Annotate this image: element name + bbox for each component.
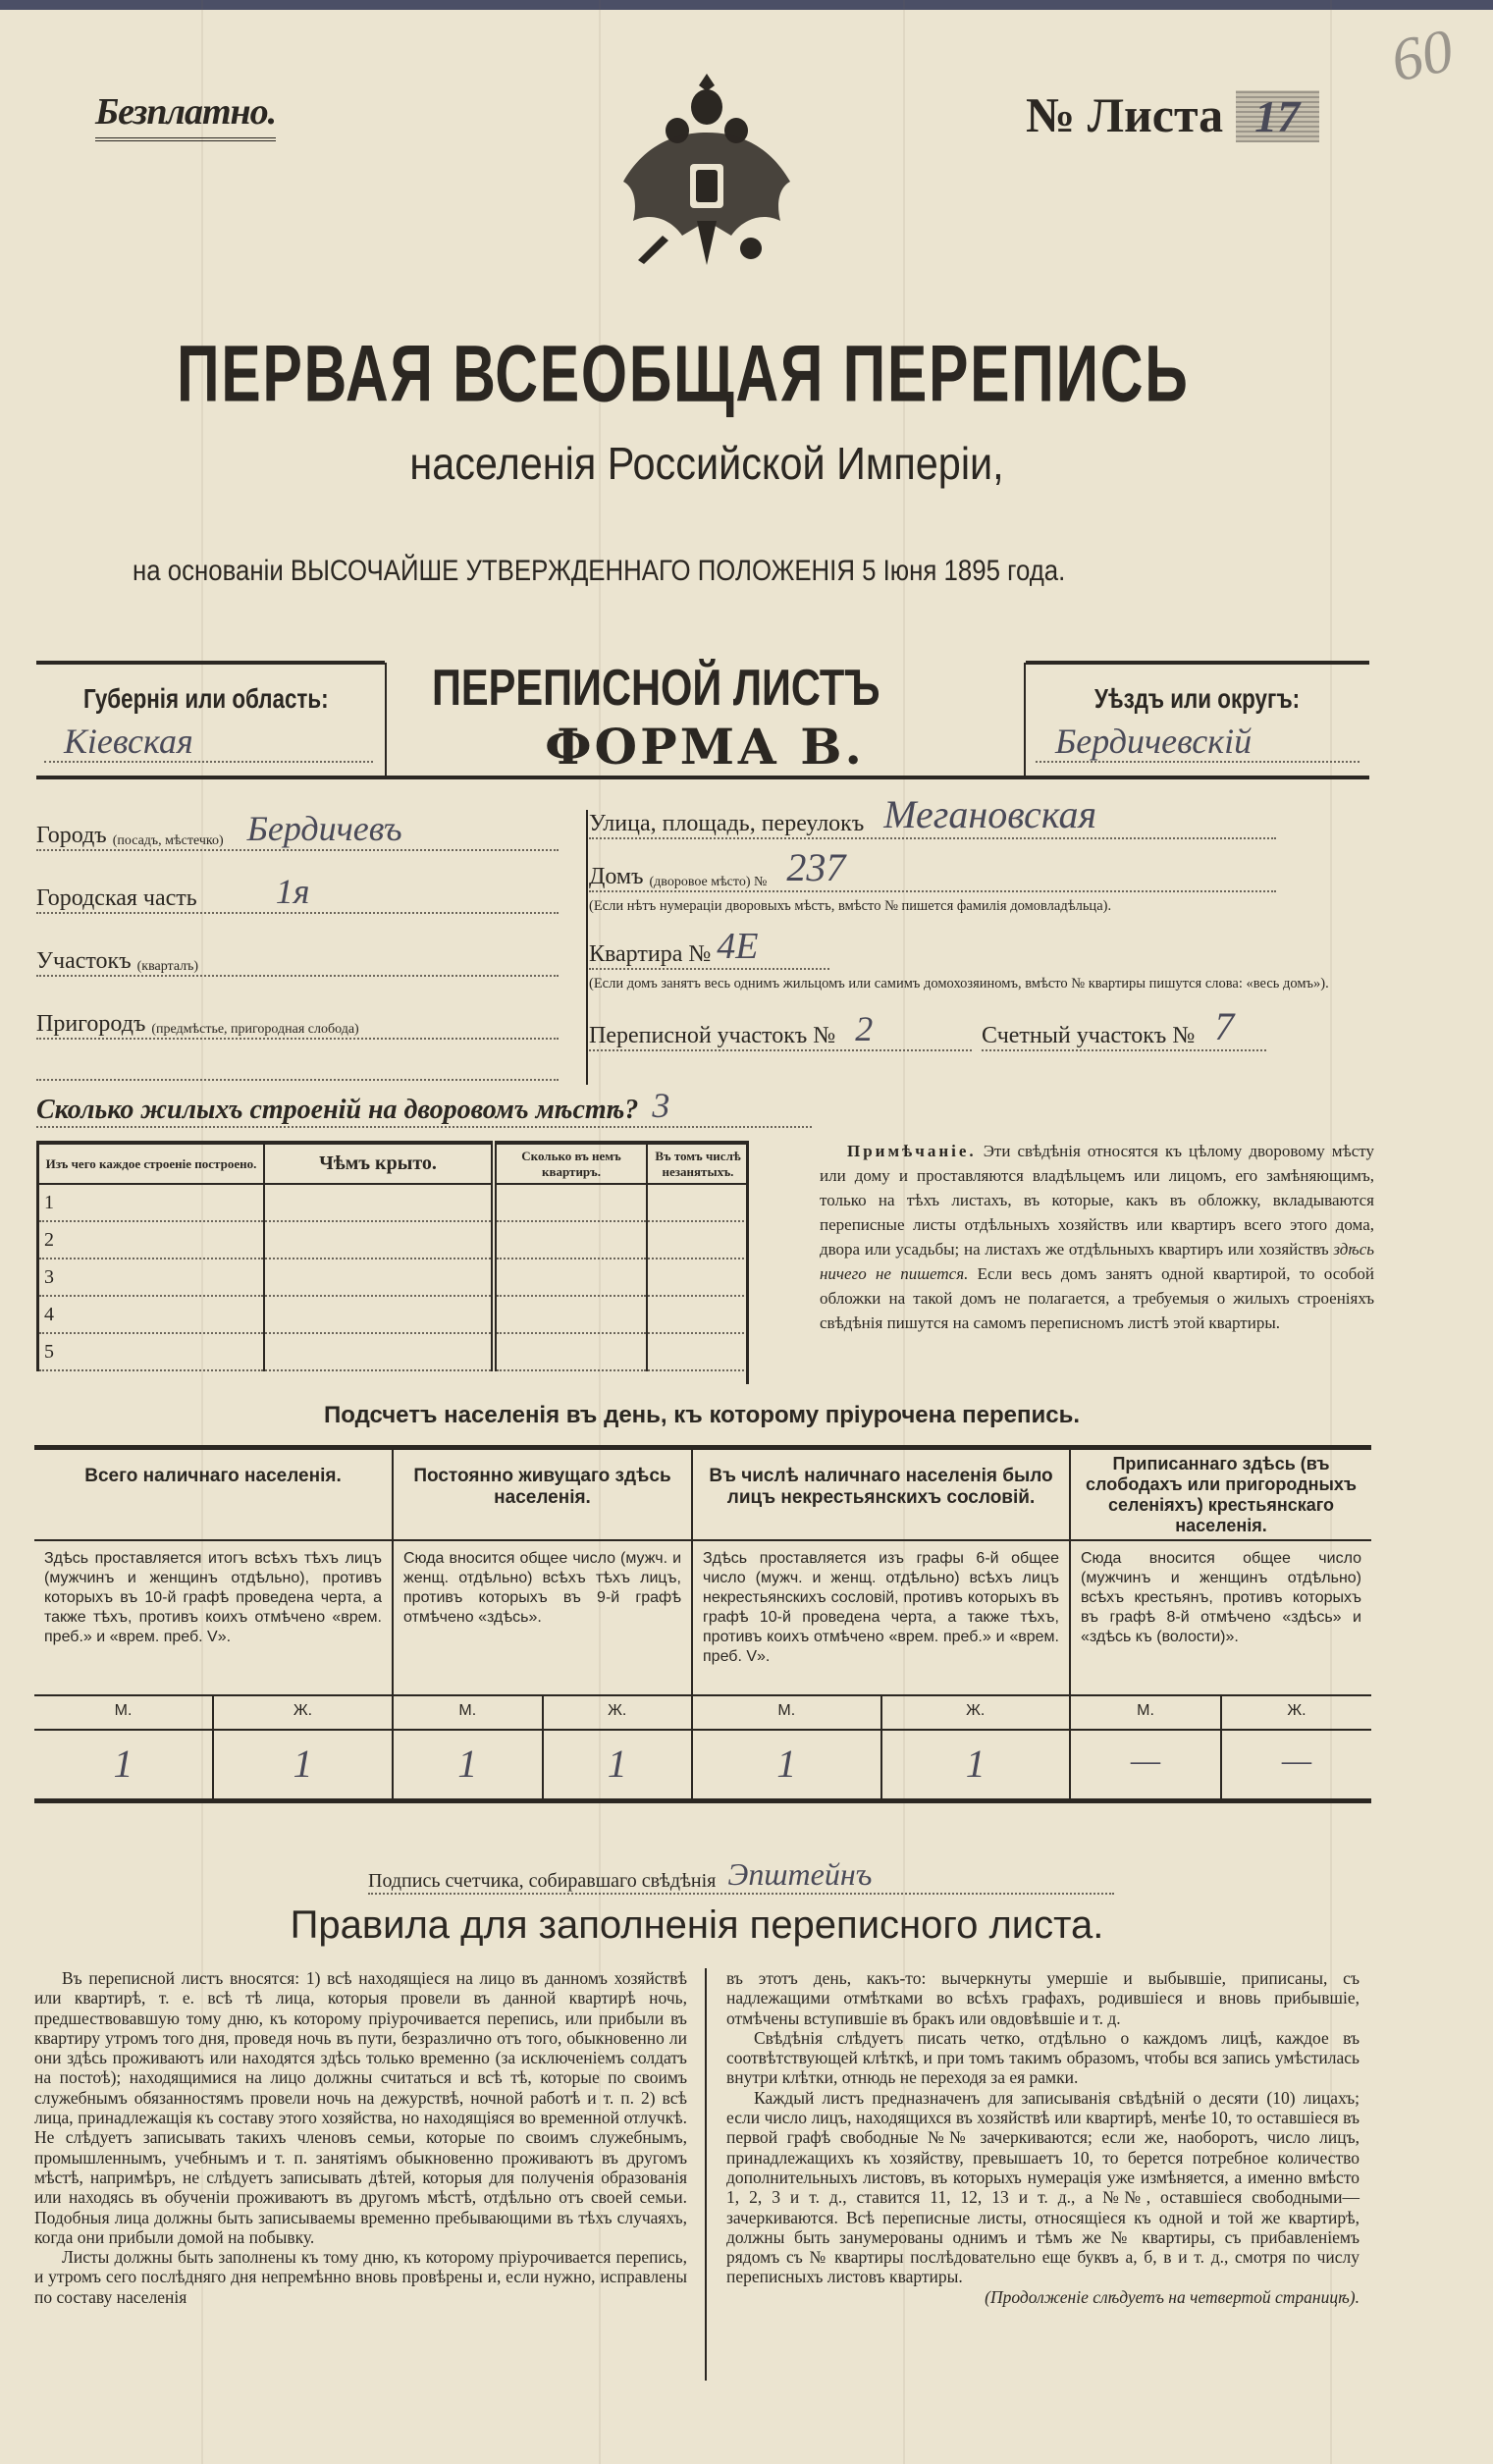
rules-paragraph: Въ переписной листъ вносятся: 1) всѣ находящіеся на лицо въ данномъ хозяйствѣ или квартирѣ, т. е. всѣ тѣ лица, которыя провели въ данной квартирѣ ночь, предшествовавшую тому дню, къ которому пріурочивается перепись, или прибыли въ квартиру утромъ того дня, проведя ночь въ пути, безразлично отъ того, обыкновенно ли они здѣсь проживаютъ или находятся здѣсь только временно (за исключеніемъ солдатъ на постоѣ); находящимися на лицо должны считаться и всѣ тѣ, которые по своимъ служебнымъ обязанностямъ провели ночь на дежурствѣ, ночной работѣ и т. п. 2) всѣ лица, принадлежащія къ составу этого хозяйства, но находящіяся во временной отлучкѣ. Не слѣдуетъ записывать такихъ членовъ семьи, которые по своимъ служебнымъ, промышленнымъ, учебнымъ и т. п. занятіямъ обыкновенно проживаютъ въ другомъ мѣстѣ, напримѣръ, не слѣдуетъ записывать дѣтей, которыя для полученія образованія или находясь въ обученіи проживаютъ въ другомъ мѣстѣ, отдѣльно отъ своей семьи. Подобныя лица должны быть записываемы временно пребывающими въ тѣхъ случаяхъ, когда они прибыли домой на побывку.: [34, 1968, 687, 2247]
suburb-sub: (предмѣстье, пригородная слобода): [151, 1022, 359, 1037]
house-value: 237: [786, 845, 846, 889]
form-name: ФОРМА В.: [545, 718, 865, 776]
table-row: [38, 1333, 749, 1370]
permanent-male-value[interactable]: 1: [457, 1741, 478, 1786]
buildings-question-field[interactable]: [36, 1085, 812, 1128]
buildings-question: Сколько жилыхъ строеній на дворовомъ мѣстѣ?: [36, 1095, 639, 1125]
apartment-value: 4Е: [717, 926, 759, 967]
f-label: Ж.: [1221, 1696, 1371, 1730]
col-permanent-desc: Сюда вносится общее число (мужч. и женщ. отдѣльно) всѣхъ тѣхъ лицъ, противъ которыхъ въ 9-й графѣ отмѣчено «здѣсь».: [393, 1540, 692, 1695]
table-row: [38, 1184, 749, 1221]
buildings-answer: 3: [652, 1086, 670, 1125]
cell[interactable]: [647, 1296, 748, 1333]
cell[interactable]: [494, 1296, 647, 1333]
cell[interactable]: [647, 1259, 748, 1296]
signature-label: Подпись счетчика, собиравшаго свѣдѣнія: [368, 1870, 717, 1892]
sheet-number-label: № Листа: [1026, 87, 1224, 142]
cell[interactable]: [647, 1184, 748, 1221]
col-apartments: Сколько въ немъ квартиръ.: [494, 1143, 647, 1184]
signature-field[interactable]: [368, 1857, 1114, 1895]
legal-basis: на основаніи ВЫСОЧАЙШЕ УТВЕРЖДЕННАГО ПОЛОЖЕНІЯ 5 Іюня 1895 года.: [133, 555, 1066, 587]
block-label: Участокъ: [36, 948, 132, 974]
row-number: 3: [38, 1259, 265, 1296]
city-part-label: Городская часть: [36, 885, 197, 911]
street-label: Улица, площадь, переулокъ: [589, 811, 865, 836]
cell[interactable]: [264, 1296, 494, 1333]
row-number: 1: [38, 1184, 265, 1221]
street-value: Мегановская: [883, 792, 1097, 836]
census-section-label: Переписной участокъ №: [589, 1023, 836, 1048]
city-part-value: 1я: [275, 872, 310, 911]
city-label: Городъ: [36, 823, 107, 848]
address-left: [36, 800, 559, 1081]
cell[interactable]: [264, 1333, 494, 1370]
house-label: Домъ: [589, 864, 644, 889]
peasant-male-value[interactable]: —: [1130, 1741, 1161, 1779]
col-nonpeasant-desc: Здѣсь проставляется изъ графы 6-й общее число (мужч. и женщ. отдѣльно) всѣхъ лицъ некрестьянскихъ сословій, противъ которыхъ въ графѣ 10-й проведена черта, а также тѣхъ, противъ коихъ отмѣчено «врем. преб.» и «врем. преб. V».: [692, 1540, 1070, 1695]
col-roof: Чѣмъ крыто.: [264, 1143, 494, 1184]
address-right: [589, 790, 1374, 1051]
street-field[interactable]: [589, 790, 1276, 839]
subtitle: населенія Российской Имперіи,: [409, 438, 1004, 489]
cell[interactable]: [494, 1184, 647, 1221]
table-row: [38, 1221, 749, 1259]
table-row: [38, 1259, 749, 1296]
row-number: 2: [38, 1221, 265, 1259]
row-number: 4: [38, 1296, 265, 1333]
cell[interactable]: [647, 1221, 748, 1259]
pencil-archive-number: 60: [1385, 17, 1460, 95]
scan-edge: [0, 0, 1493, 10]
rules-paragraph: Свѣдѣнія слѣдуетъ писать четко, отдѣльно о каждомъ лицѣ, каждое въ соотвѣтствующей клѣткѣ, и при томъ такимъ образомъ, чтобы вся запись умѣстилась внутри клѣтки, отнюдь не переходя за ея рамки.: [726, 2027, 1360, 2088]
signature-value: Эпштейнъ: [727, 1856, 873, 1892]
suburb-label: Пригородъ: [36, 1011, 146, 1037]
apartment-note: (Если домъ занятъ весь однимъ жильцомъ или самимъ домохозяиномъ, вмѣсто № квартиры пишутся слова: «весь домъ»).: [589, 976, 1329, 991]
m-label: М.: [1137, 1701, 1154, 1719]
count-section-field[interactable]: [982, 1006, 1266, 1051]
form-title: ПЕРЕПИСНОЙ ЛИСТЪ: [432, 660, 880, 717]
cell[interactable]: [494, 1333, 647, 1370]
cell[interactable]: [264, 1221, 494, 1259]
col-total-desc: Здѣсь проставляется итогъ всѣхъ тѣхъ лицъ (мужчинъ и женщинъ отдѣльно), противъ которыхъ въ 10-й графѣ проведена черта, а также тѣхъ, противъ коихъ отмѣчено «врем. преб.» и «врем. преб. V».: [44, 1549, 382, 1645]
house-note: (Если нѣтъ нумераціи дворовыхъ мѣстъ, вмѣсто № пишется фамилія домовладѣльца).: [589, 898, 1112, 914]
peasant-female-value[interactable]: —: [1221, 1730, 1371, 1798]
rules-paragraph: Листы должны быть заполнены къ тому дню, къ которому пріурочивается перепись, и утромъ сего послѣдняго дня непремѣнно вновь провѣрены и, если нужно, исправлены по составу населенія: [34, 2247, 687, 2307]
population-title: Подсчетъ населенія въ день, къ которому пріурочена перепись.: [324, 1402, 1080, 1428]
suburb-field-line2[interactable]: [36, 1040, 559, 1081]
col-peasant-head: Приписаннаго здѣсь (въ слободахъ или пригородныхъ селеніяхъ) крестьянскаго населенія.: [1070, 1448, 1371, 1540]
city-part-field[interactable]: [36, 863, 559, 914]
district-label: Уѣздъ или округъ:: [1094, 683, 1301, 714]
table-row: [38, 1296, 749, 1333]
suburb-field[interactable]: [36, 989, 559, 1040]
rules-title: Правила для заполненія переписного листа.: [290, 1903, 1104, 1947]
nonpeasant-male-value[interactable]: 1: [776, 1741, 797, 1786]
province-value: Кіевская: [64, 722, 193, 761]
permanent-female-value[interactable]: 1: [543, 1730, 692, 1798]
rules-left-column: [34, 1968, 687, 2307]
f-label: Ж.: [543, 1696, 692, 1730]
apartment-label: Квартира №: [589, 941, 712, 967]
block-field[interactable]: [36, 926, 559, 977]
row-number: 5: [38, 1333, 265, 1370]
province-label: Губернія или область:: [83, 683, 329, 714]
city-field[interactable]: [36, 800, 559, 851]
m-label: М.: [458, 1701, 477, 1719]
col-material: Изъ чего каждое строеніе построено.: [38, 1143, 265, 1184]
m-label: М.: [777, 1701, 796, 1719]
rules-continued: (Продолженіе слѣдуетъ на четвертой страницѣ).: [985, 2286, 1360, 2307]
col-peasant-desc: Сюда вносится общее число (мужчинъ и женщинъ отдѣльно) всѣхъ крестьянъ, противъ которыхъ въ графѣ 8-й отмѣчено «здѣсь» и «здѣсь къ (волости)».: [1070, 1540, 1371, 1695]
census-section-value: 2: [855, 1009, 874, 1048]
sheet-number-value: 17: [1236, 90, 1319, 142]
block-sub: (кварталъ): [136, 959, 199, 974]
cell[interactable]: [647, 1333, 748, 1370]
district-value: Бердичевскій: [1055, 722, 1253, 761]
col-vacant: Въ томъ числѣ незанятыхъ.: [655, 1148, 741, 1179]
rules-right-column: [726, 1968, 1360, 2307]
count-section-value: 7: [1214, 1004, 1235, 1048]
house-sub: (дворовое мѣсто) №: [649, 875, 768, 889]
col-permanent-head: Постоянно живущаго здѣсь населенія.: [393, 1448, 692, 1540]
m-label: М.: [114, 1701, 133, 1719]
cell[interactable]: [264, 1184, 494, 1221]
rules-paragraph: въ этотъ день, какъ-то: вычеркнуты умершіе и выбывшіе, приписаны, съ надлежащими отмѣтками во всѣхъ графахъ, родившіеся и вновь прибывшіе, отмѣчены вступившіе въ бракъ или овдовѣвшіе и т. д.: [726, 1968, 1360, 2028]
note-title: Примѣчаніе.: [847, 1142, 977, 1160]
total-female-value[interactable]: 1: [213, 1730, 392, 1798]
col-total-head: Всего наличнаго населенія.: [84, 1466, 342, 1486]
main-title: ПЕРВАЯ ВСЕОБЩАЯ ПЕРЕПИСЬ: [177, 328, 1190, 419]
buildings-table: [36, 1141, 748, 1371]
total-male-value[interactable]: 1: [113, 1741, 133, 1786]
census-section-field[interactable]: [589, 1006, 972, 1051]
note-paragraph: [820, 1139, 1374, 1335]
population-table: [34, 1445, 1371, 1803]
apartment-field[interactable]: [589, 917, 829, 970]
col-nonpeasant-head: Въ числѣ наличнаго населенія было лицъ некрестьянскихъ сословій.: [692, 1448, 1070, 1540]
note-text: Эти свѣдѣнія относятся къ цѣлому дворовому мѣсту или дому и проставляются владѣльцемъ или лицомъ, его замѣняющимъ, только на тѣхъ листахъ, въ которые, какъ въ обложку, вкладываются переписные листы отдѣльныхъ хозяйствъ или квартиръ всего этого дома, двора или усадьбы; на листахъ же отдѣльныхъ квартиръ или хозяйствъ: [820, 1142, 1375, 1259]
cell[interactable]: [264, 1259, 494, 1296]
free-label: Безплатно.: [95, 90, 276, 141]
nonpeasant-female-value[interactable]: 1: [881, 1730, 1070, 1798]
count-section-label: Счетный участокъ №: [982, 1023, 1196, 1048]
city-value: Бердичевъ: [246, 809, 402, 848]
district-field[interactable]: [1036, 722, 1360, 763]
rules-paragraph: Каждый листъ предназначенъ для записыванія свѣдѣній о десяти (10) лицахъ; если число лицъ, находящихся въ хозяйствѣ или квартирѣ, менѣе 10, то оставшіеся въ первой графѣ свободные №№ зачеркиваются; если же, наоборотъ, число лицъ, принадлежащихъ къ хозяйству, превышаетъ 10, то берется потребное количество дополнительныхъ листовъ, въ которыхъ нумерація уже измѣняется, а именно вмѣсто 1, 2, 3 и т. д., ставится 11, 12, 13 и т. д., а №№, оставшіеся свободными—зачеркиваются. Всѣ переписные листы, относящіеся къ одной и той же квартирѣ, должны быть занумерованы однимъ и тѣмъ же № квартиры, съ прибавленіемъ рядомъ съ № квартиры послѣдовательно еще буквъ а, б, в и т. д., смотря по числу переписныхъ листовъ квартиры.: [726, 2087, 1360, 2287]
cell[interactable]: [494, 1259, 647, 1296]
imperial-eagle-icon: [604, 74, 810, 265]
f-label: Ж.: [881, 1696, 1070, 1730]
sheet-number: [1026, 86, 1319, 143]
house-field[interactable]: [589, 839, 1276, 892]
cell[interactable]: [494, 1221, 647, 1259]
note-text2: Если весь домъ занятъ одной квартирой, то особой обложки на такой домъ не полагается, а требуемыя о жилыхъ строеніяхъ свѣдѣнія пишутся на самомъ переписномъ листѣ этой квартиры.: [820, 1264, 1374, 1332]
city-sub: (посадъ, мѣстечко): [112, 833, 224, 848]
f-label: Ж.: [213, 1696, 392, 1730]
note-italic: здѣсь ничего не пишется.: [820, 1240, 1375, 1283]
